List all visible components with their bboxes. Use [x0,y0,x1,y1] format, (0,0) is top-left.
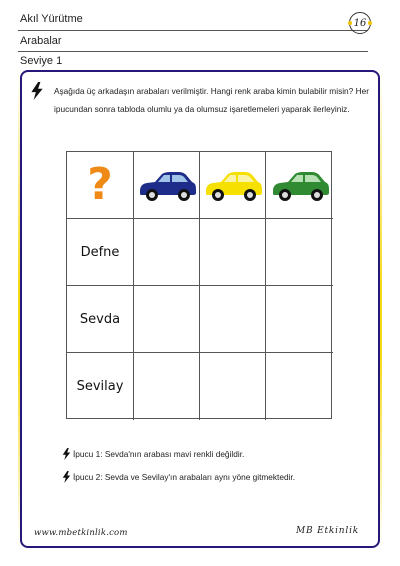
answer-cell[interactable] [134,286,200,353]
header-divider [18,51,368,52]
instructions-text: Aşağıda üç arkadaşın arabaları verilmiştir. Hangi renk araba kimin bulabilir misin? Her ipucundan sonra tabloda olumlu ya da olumsuz işaretlemeleri yaparak ilerleyiniz. [54,86,369,114]
page-number: 16 [353,17,367,29]
worksheet-level: Seviye 1 [20,55,63,67]
row-label-cell [67,353,134,420]
answer-cell[interactable] [266,353,333,420]
clue-text: İpucu 2: Sevda ve Sevilay'ın arabaları aynı yöne gitmektedir. [73,472,296,482]
answer-cell[interactable] [134,353,200,420]
clue-text: İpucu 1: Sevda'nın arabası mavi renkli değildir. [73,449,245,459]
lightning-bolt-icon [62,471,71,483]
lightning-bolt-icon [62,448,71,460]
row-label-cell [67,219,134,286]
header-divider [18,30,368,31]
page-number-badge [349,12,371,34]
blue-car-icon [137,167,197,203]
lightning-bolt-icon [30,82,44,100]
grid-header-cell [266,152,333,219]
clue-item [62,448,244,460]
badge-dot [348,21,352,25]
yellow-car-icon [203,167,263,203]
grid-header-cell [134,152,200,219]
worksheet-subtitle: Arabalar [20,35,62,47]
answer-cell[interactable] [134,219,200,286]
grid-corner-cell [67,152,134,219]
answer-cell[interactable] [266,219,333,286]
row-name: Sevda [79,311,121,327]
grid-header-cell [200,152,266,219]
footer-brand: MB Etkinlik [296,526,360,536]
clue-item [62,471,295,483]
footer-website: www.mbetkinlik.com [34,528,128,538]
row-label-cell [67,286,134,353]
green-car-icon [270,167,330,203]
row-name: Sevilay [76,379,124,394]
answer-cell[interactable] [200,286,266,353]
row-name: Defne [80,244,120,260]
worksheet-title: Akıl Yürütme [20,13,83,25]
answer-cell[interactable] [266,286,333,353]
logic-grid [66,151,332,419]
answer-cell[interactable] [200,353,266,420]
badge-dot [368,21,372,25]
answer-cell[interactable] [200,219,266,286]
question-mark-icon: ? [87,159,113,210]
